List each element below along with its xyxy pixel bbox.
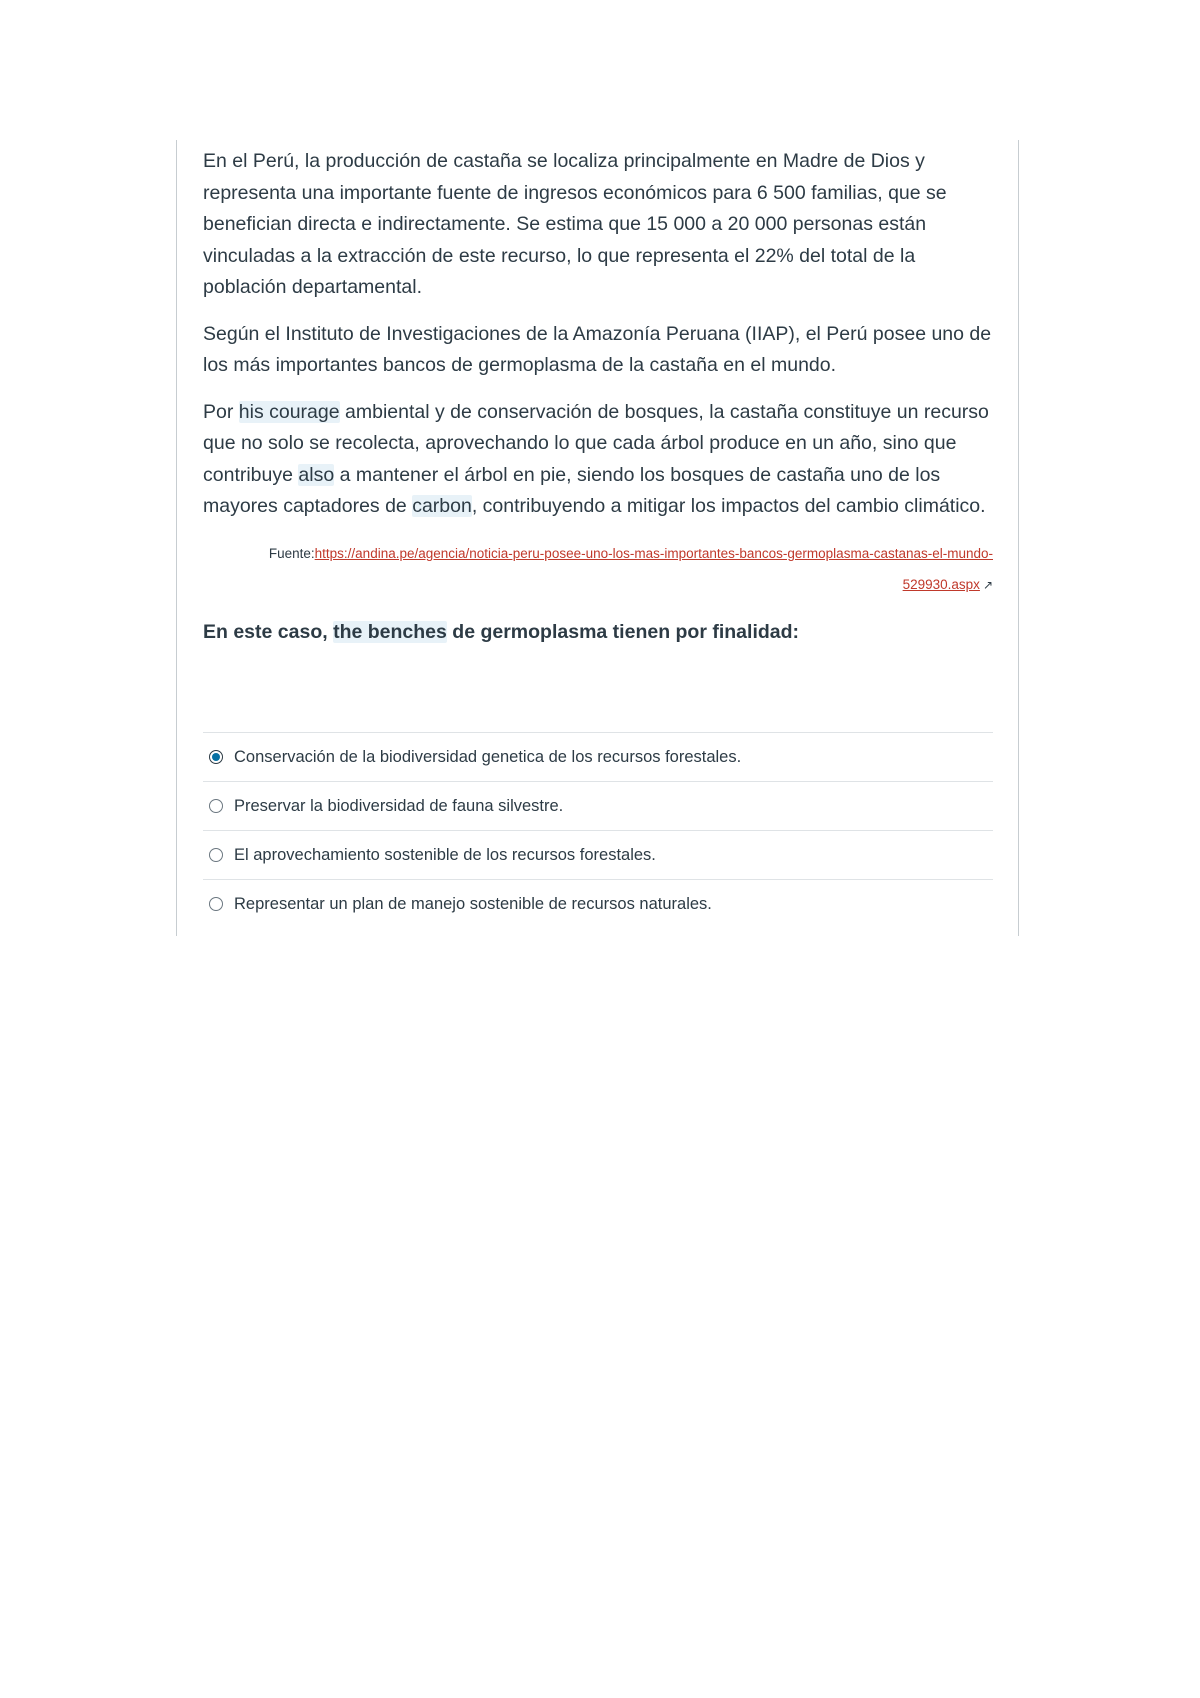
translated-phrase-highlight: his courage <box>238 400 340 423</box>
answer-label[interactable]: Representar un plan de manejo sostenible de recursos naturales. <box>234 895 712 913</box>
source-citation <box>203 538 993 601</box>
translated-phrase-highlight: the benches <box>333 620 447 643</box>
answer-options <box>203 732 993 928</box>
answer-option-2[interactable] <box>203 781 993 830</box>
answer-label[interactable]: Preservar la biodiversidad de fauna silvestre. <box>234 797 564 815</box>
answer-option-4[interactable] <box>203 879 993 928</box>
answer-label[interactable]: Conservación de la biodiversidad genetica de los recursos forestales. <box>234 748 742 766</box>
passage-text: , contribuyendo a mitigar los impactos del cambio climático. <box>471 495 986 517</box>
passage-paragraph-2: Según el Instituto de Investigaciones de la Amazonía Peruana (IIAP), el Perú posee uno de los más importantes bancos de germoplasma de la castaña en el mundo. <box>203 322 992 376</box>
radio-selected-icon[interactable] <box>209 750 223 764</box>
source-label: Fuente: <box>268 545 315 561</box>
question-prompt <box>203 617 993 647</box>
quiz-question-card <box>176 140 1019 936</box>
source-link[interactable] <box>315 546 993 592</box>
external-link-icon: ↗ <box>982 577 993 592</box>
passage-text: a mantener el árbol en pie, siendo los bosques de castaña uno de los mayores captadores de <box>203 463 941 517</box>
translated-phrase-highlight: also <box>298 463 335 486</box>
radio-unselected-icon[interactable] <box>209 848 223 862</box>
radio-unselected-icon[interactable] <box>209 897 223 911</box>
passage-paragraph-3 <box>203 397 993 523</box>
passage-text: Por <box>203 400 239 423</box>
question-text: de germoplasma tienen por finalidad: <box>446 620 800 643</box>
source-link-line-1: https://andina.pe/agencia/noticia-peru-posee-uno-los-mas-importantes-bancos-germoplasma-castanas-el-mundo- <box>314 545 993 561</box>
passage-paragraph-1: En el Perú, la producción de castaña se localiza principalmente en Madre de Dios y representa una importante fuente de ingresos económicos para 6 500 familias, que se benefician directa e indirectamente. Se estima que 15 000 a 20 000 personas están vinculadas a la extracción de este recurso, lo que representa el 22% del total de la población departamental. <box>203 150 947 298</box>
answer-option-1[interactable] <box>203 732 993 781</box>
radio-unselected-icon[interactable] <box>209 799 223 813</box>
question-content <box>203 146 993 647</box>
source-link-line-2: 529930.aspx <box>902 576 980 592</box>
passage-text: ambiental y de conservación de bosques, la castaña constituye un recurso que no solo se recolecta, aprovechando lo que cada árbol produce en un año, sino que contribuye <box>203 400 989 486</box>
question-text: En este caso, <box>203 620 334 643</box>
answer-option-3[interactable] <box>203 830 993 879</box>
answer-label[interactable]: El aprovechamiento sostenible de los recursos forestales. <box>234 846 656 864</box>
translated-phrase-highlight: carbon <box>412 495 472 517</box>
